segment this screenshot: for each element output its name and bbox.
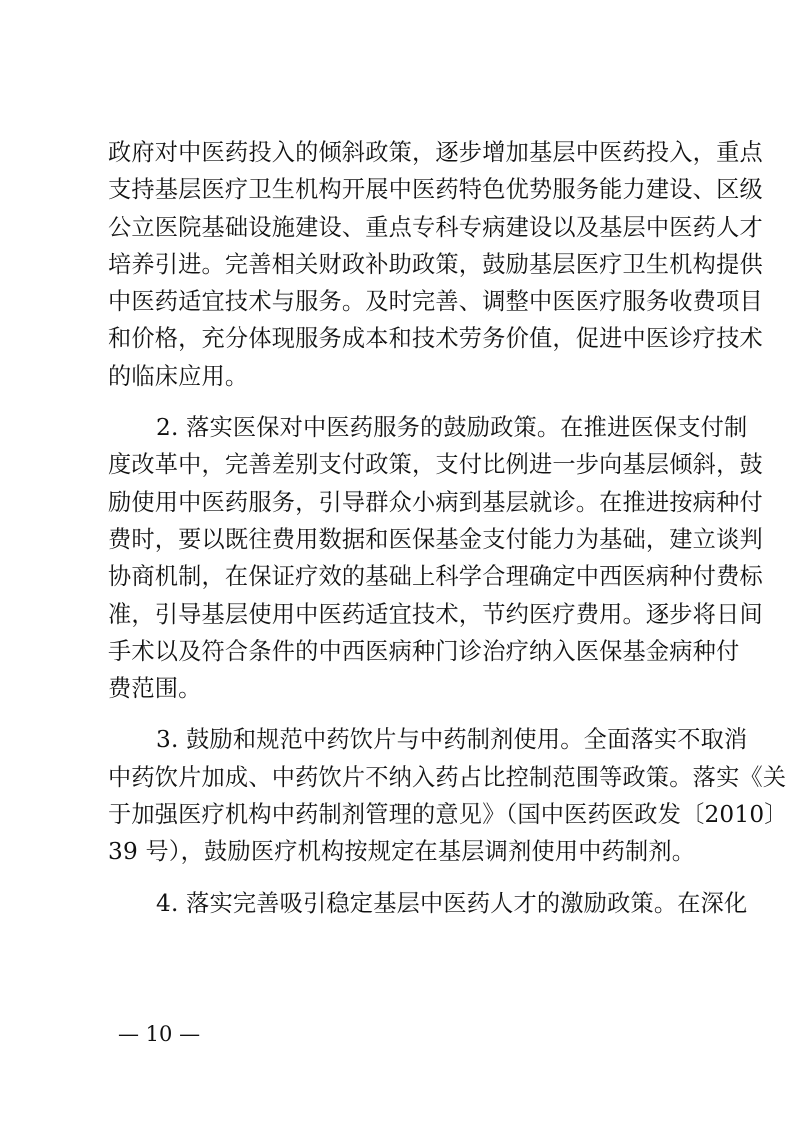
- paragraph-2: [108, 409, 763, 707]
- text-line: 和价格，充分体现服务成本和技术劳务价值，促进中医诊疗技术: [108, 325, 763, 353]
- text-line: 支持基层医疗卫生机构开展中医药特色优势服务能力建设、区级: [108, 176, 763, 204]
- text-line: 的临床应用。: [108, 362, 249, 390]
- text-line: 39 号），鼓励医疗机构按规定在基层调剂使用中药制剂。: [108, 838, 696, 866]
- paragraph-3: [108, 721, 788, 870]
- document-body: [108, 134, 788, 922]
- text-line: 协商机制，在保证疗效的基础上科学合理确定中西医病种付费标: [108, 563, 763, 591]
- text-line: 中医药适宜技术与服务。及时完善、调整中医医疗服务收费项目: [108, 288, 763, 316]
- text-line: 于加强医疗机构中药制剂管理的意见》（国中医药医政发〔2010〕: [108, 801, 788, 829]
- paragraph-4: [108, 885, 748, 922]
- text-line: 4. 落实完善吸引稳定基层中医药人才的激励政策。在深化: [156, 889, 748, 917]
- paragraph-1: [108, 134, 763, 395]
- text-line: 手术以及符合条件的中西医病种门诊治疗纳入医保基金病种付: [108, 637, 740, 665]
- paragraph-gap: [108, 395, 708, 409]
- text-line: 政府对中医药投入的倾斜政策，逐步增加基层中医药投入，重点: [108, 139, 763, 166]
- paragraph-gap: [108, 871, 708, 885]
- text-line: 准，引导基层使用中医药适宜技术，节约医疗费用。逐步将日间: [108, 600, 763, 628]
- text-line: 培养引进。完善相关财政补助政策，鼓励基层医疗卫生机构提供: [108, 250, 763, 278]
- text-line: 励使用中医药服务，引导群众小病到基层就诊。在推进按病种付: [108, 488, 763, 516]
- page-number: — 10 —: [118, 1022, 201, 1046]
- paragraph-gap: [108, 707, 708, 721]
- text-line: 3. 鼓励和规范中药饮片与中药制剂使用。全面落实不取消: [156, 726, 748, 754]
- text-line: 公立医院基础设施建设、重点专科专病建设以及基层中医药人才: [108, 213, 763, 241]
- text-line: 费时，要以既往费用数据和医保基金支付能力为基础，建立谈判: [108, 525, 763, 553]
- text-line: 中药饮片加成、中药饮片不纳入药占比控制范围等政策。落实《关: [108, 763, 787, 791]
- text-line: 费范围。: [108, 675, 202, 703]
- text-line: 2. 落实医保对中医药服务的鼓励政策。在推进医保支付制: [156, 414, 748, 442]
- text-line: 度改革中，完善差别支付政策，支付比例进一步向基层倾斜，鼓: [108, 451, 763, 479]
